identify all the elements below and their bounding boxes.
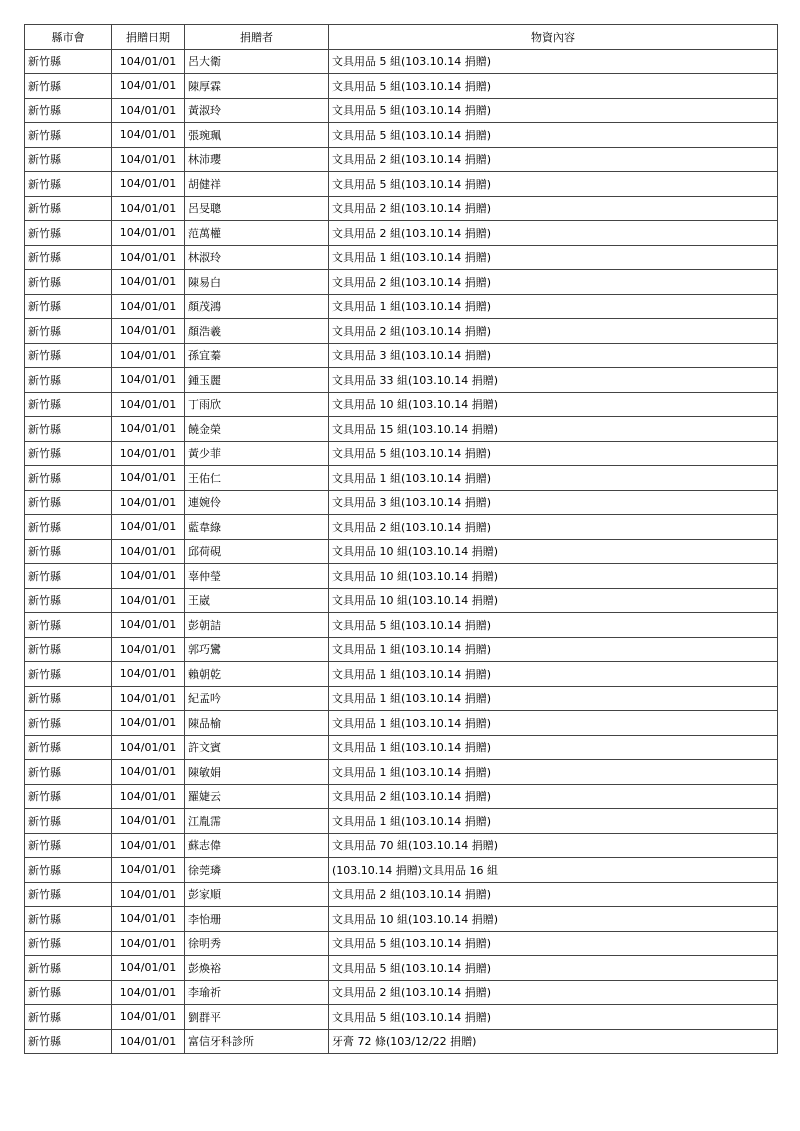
cell-county: 新竹縣 bbox=[25, 123, 112, 148]
table-row bbox=[25, 931, 778, 956]
cell-date: 104/01/01 bbox=[112, 196, 185, 221]
cell-donor: 蘇志偉 bbox=[185, 833, 329, 858]
cell-items: 文具用品 3 組(103.10.14 捐贈) bbox=[329, 343, 778, 368]
cell-county: 新竹縣 bbox=[25, 245, 112, 270]
cell-county: 新竹縣 bbox=[25, 490, 112, 515]
cell-date: 104/01/01 bbox=[112, 123, 185, 148]
cell-donor: 陳敏娟 bbox=[185, 760, 329, 785]
cell-items: 文具用品 5 組(103.10.14 捐贈) bbox=[329, 1005, 778, 1030]
cell-county: 新竹縣 bbox=[25, 931, 112, 956]
cell-county: 新竹縣 bbox=[25, 588, 112, 613]
table-row bbox=[25, 1005, 778, 1030]
cell-items: 文具用品 1 組(103.10.14 捐贈) bbox=[329, 686, 778, 711]
cell-items: 文具用品 5 組(103.10.14 捐贈) bbox=[329, 613, 778, 638]
cell-date: 104/01/01 bbox=[112, 539, 185, 564]
cell-donor: 林淑玲 bbox=[185, 245, 329, 270]
table-row bbox=[25, 784, 778, 809]
cell-donor: 李瑜祈 bbox=[185, 980, 329, 1005]
table-row bbox=[25, 760, 778, 785]
cell-donor: 許文賓 bbox=[185, 735, 329, 760]
cell-county: 新竹縣 bbox=[25, 98, 112, 123]
cell-items: 文具用品 10 組(103.10.14 捐贈) bbox=[329, 588, 778, 613]
cell-donor: 范萬權 bbox=[185, 221, 329, 246]
cell-items: 文具用品 1 組(103.10.14 捐贈) bbox=[329, 637, 778, 662]
cell-date: 104/01/01 bbox=[112, 637, 185, 662]
table-row bbox=[25, 147, 778, 172]
cell-donor: 辜仲瑩 bbox=[185, 564, 329, 589]
cell-donor: 藍韋綠 bbox=[185, 515, 329, 540]
cell-items: 文具用品 1 組(103.10.14 捐贈) bbox=[329, 662, 778, 687]
cell-date: 104/01/01 bbox=[112, 319, 185, 344]
cell-donor: 王佑仁 bbox=[185, 466, 329, 491]
cell-donor: 江胤霈 bbox=[185, 809, 329, 834]
cell-county: 新竹縣 bbox=[25, 833, 112, 858]
cell-items: 文具用品 70 組(103.10.14 捐贈) bbox=[329, 833, 778, 858]
table-row bbox=[25, 564, 778, 589]
cell-date: 104/01/01 bbox=[112, 245, 185, 270]
cell-items: 文具用品 2 組(103.10.14 捐贈) bbox=[329, 147, 778, 172]
header-row bbox=[25, 25, 778, 50]
cell-date: 104/01/01 bbox=[112, 221, 185, 246]
cell-county: 新竹縣 bbox=[25, 221, 112, 246]
header-items: 物資內容 bbox=[329, 25, 778, 50]
cell-donor: 邱荷硯 bbox=[185, 539, 329, 564]
cell-donor: 彭煥裕 bbox=[185, 956, 329, 981]
table-row bbox=[25, 319, 778, 344]
cell-items: 文具用品 5 組(103.10.14 捐贈) bbox=[329, 74, 778, 99]
header-donor: 捐贈者 bbox=[185, 25, 329, 50]
table-row bbox=[25, 882, 778, 907]
cell-donor: 劉群平 bbox=[185, 1005, 329, 1030]
cell-date: 104/01/01 bbox=[112, 809, 185, 834]
cell-county: 新竹縣 bbox=[25, 392, 112, 417]
table-row bbox=[25, 221, 778, 246]
table-row bbox=[25, 588, 778, 613]
cell-county: 新竹縣 bbox=[25, 613, 112, 638]
cell-date: 104/01/01 bbox=[112, 564, 185, 589]
table-row bbox=[25, 245, 778, 270]
table-row bbox=[25, 368, 778, 393]
cell-items: 文具用品 10 組(103.10.14 捐贈) bbox=[329, 907, 778, 932]
cell-county: 新竹縣 bbox=[25, 809, 112, 834]
table-row bbox=[25, 74, 778, 99]
cell-items: 文具用品 1 組(103.10.14 捐贈) bbox=[329, 735, 778, 760]
table-row bbox=[25, 172, 778, 197]
cell-items: 文具用品 10 組(103.10.14 捐贈) bbox=[329, 539, 778, 564]
cell-items: 文具用品 1 組(103.10.14 捐贈) bbox=[329, 711, 778, 736]
cell-donor: 彭朝詰 bbox=[185, 613, 329, 638]
table-row bbox=[25, 343, 778, 368]
table-row bbox=[25, 833, 778, 858]
cell-date: 104/01/01 bbox=[112, 98, 185, 123]
table-row bbox=[25, 735, 778, 760]
cell-items: 文具用品 2 組(103.10.14 捐贈) bbox=[329, 319, 778, 344]
cell-date: 104/01/01 bbox=[112, 466, 185, 491]
cell-county: 新竹縣 bbox=[25, 956, 112, 981]
table-row bbox=[25, 1029, 778, 1054]
cell-date: 104/01/01 bbox=[112, 74, 185, 99]
cell-date: 104/01/01 bbox=[112, 858, 185, 883]
cell-donor: 王崴 bbox=[185, 588, 329, 613]
cell-county: 新竹縣 bbox=[25, 172, 112, 197]
table-row bbox=[25, 417, 778, 442]
cell-county: 新竹縣 bbox=[25, 980, 112, 1005]
table-row bbox=[25, 515, 778, 540]
cell-county: 新竹縣 bbox=[25, 417, 112, 442]
cell-donor: 羅婕云 bbox=[185, 784, 329, 809]
table-row bbox=[25, 441, 778, 466]
table-row bbox=[25, 49, 778, 74]
cell-donor: 徐明秀 bbox=[185, 931, 329, 956]
cell-items: 文具用品 5 組(103.10.14 捐贈) bbox=[329, 49, 778, 74]
cell-donor: 丁雨欣 bbox=[185, 392, 329, 417]
cell-date: 104/01/01 bbox=[112, 172, 185, 197]
cell-date: 104/01/01 bbox=[112, 343, 185, 368]
cell-donor: 孫宜蓁 bbox=[185, 343, 329, 368]
cell-county: 新竹縣 bbox=[25, 784, 112, 809]
cell-county: 新竹縣 bbox=[25, 515, 112, 540]
cell-date: 104/01/01 bbox=[112, 833, 185, 858]
cell-items: 文具用品 1 組(103.10.14 捐贈) bbox=[329, 809, 778, 834]
cell-items: 文具用品 2 組(103.10.14 捐贈) bbox=[329, 980, 778, 1005]
cell-items: 文具用品 2 組(103.10.14 捐贈) bbox=[329, 515, 778, 540]
cell-date: 104/01/01 bbox=[112, 368, 185, 393]
cell-items: 文具用品 2 組(103.10.14 捐贈) bbox=[329, 196, 778, 221]
cell-items: 文具用品 1 組(103.10.14 捐贈) bbox=[329, 294, 778, 319]
cell-county: 新竹縣 bbox=[25, 882, 112, 907]
cell-items: (103.10.14 捐贈)文具用品 16 組 bbox=[329, 858, 778, 883]
cell-county: 新竹縣 bbox=[25, 760, 112, 785]
table-body bbox=[25, 49, 778, 1054]
cell-date: 104/01/01 bbox=[112, 784, 185, 809]
header-date: 捐贈日期 bbox=[112, 25, 185, 50]
cell-date: 104/01/01 bbox=[112, 515, 185, 540]
table-row bbox=[25, 956, 778, 981]
cell-items: 文具用品 15 組(103.10.14 捐贈) bbox=[329, 417, 778, 442]
table-row bbox=[25, 980, 778, 1005]
cell-date: 104/01/01 bbox=[112, 49, 185, 74]
cell-date: 104/01/01 bbox=[112, 490, 185, 515]
cell-county: 新竹縣 bbox=[25, 907, 112, 932]
cell-donor: 徐莞璘 bbox=[185, 858, 329, 883]
cell-date: 104/01/01 bbox=[112, 760, 185, 785]
table-row bbox=[25, 613, 778, 638]
cell-items: 文具用品 1 組(103.10.14 捐贈) bbox=[329, 466, 778, 491]
cell-donor: 彭家順 bbox=[185, 882, 329, 907]
cell-items: 文具用品 5 組(103.10.14 捐贈) bbox=[329, 931, 778, 956]
cell-items: 文具用品 2 組(103.10.14 捐贈) bbox=[329, 270, 778, 295]
cell-donor: 紀孟吟 bbox=[185, 686, 329, 711]
cell-donor: 賴朝乾 bbox=[185, 662, 329, 687]
cell-donor: 連婉伶 bbox=[185, 490, 329, 515]
table-row bbox=[25, 809, 778, 834]
cell-donor: 陳厚霖 bbox=[185, 74, 329, 99]
cell-donor: 胡健祥 bbox=[185, 172, 329, 197]
cell-items: 文具用品 1 組(103.10.14 捐贈) bbox=[329, 760, 778, 785]
cell-county: 新竹縣 bbox=[25, 196, 112, 221]
cell-donor: 顏浩羲 bbox=[185, 319, 329, 344]
cell-county: 新竹縣 bbox=[25, 1029, 112, 1054]
cell-county: 新竹縣 bbox=[25, 1005, 112, 1030]
table-row bbox=[25, 270, 778, 295]
cell-items: 文具用品 2 組(103.10.14 捐贈) bbox=[329, 221, 778, 246]
cell-date: 104/01/01 bbox=[112, 613, 185, 638]
cell-date: 104/01/01 bbox=[112, 270, 185, 295]
cell-county: 新竹縣 bbox=[25, 858, 112, 883]
cell-donor: 林沛瓔 bbox=[185, 147, 329, 172]
cell-items: 文具用品 10 組(103.10.14 捐贈) bbox=[329, 392, 778, 417]
cell-donor: 陳品榆 bbox=[185, 711, 329, 736]
cell-date: 104/01/01 bbox=[112, 711, 185, 736]
cell-date: 104/01/01 bbox=[112, 662, 185, 687]
cell-donor: 黃淑玲 bbox=[185, 98, 329, 123]
cell-donor: 張琬珮 bbox=[185, 123, 329, 148]
cell-items: 文具用品 2 組(103.10.14 捐贈) bbox=[329, 784, 778, 809]
cell-items: 文具用品 10 組(103.10.14 捐贈) bbox=[329, 564, 778, 589]
header-county: 縣市會 bbox=[25, 25, 112, 50]
cell-donor: 黃少菲 bbox=[185, 441, 329, 466]
cell-items: 文具用品 5 組(103.10.14 捐贈) bbox=[329, 441, 778, 466]
cell-county: 新竹縣 bbox=[25, 49, 112, 74]
table-row bbox=[25, 637, 778, 662]
cell-donor: 郭巧鸞 bbox=[185, 637, 329, 662]
cell-date: 104/01/01 bbox=[112, 980, 185, 1005]
cell-donor: 富信牙科診所 bbox=[185, 1029, 329, 1054]
table-row bbox=[25, 711, 778, 736]
cell-county: 新竹縣 bbox=[25, 441, 112, 466]
table-row bbox=[25, 686, 778, 711]
cell-county: 新竹縣 bbox=[25, 564, 112, 589]
table-row bbox=[25, 123, 778, 148]
cell-county: 新竹縣 bbox=[25, 637, 112, 662]
cell-county: 新竹縣 bbox=[25, 74, 112, 99]
cell-date: 104/01/01 bbox=[112, 1029, 185, 1054]
table-row bbox=[25, 466, 778, 491]
cell-county: 新竹縣 bbox=[25, 735, 112, 760]
cell-county: 新竹縣 bbox=[25, 466, 112, 491]
cell-items: 文具用品 5 組(103.10.14 捐贈) bbox=[329, 956, 778, 981]
cell-county: 新竹縣 bbox=[25, 711, 112, 736]
cell-date: 104/01/01 bbox=[112, 882, 185, 907]
cell-items: 文具用品 5 組(103.10.14 捐贈) bbox=[329, 172, 778, 197]
cell-items: 文具用品 2 組(103.10.14 捐贈) bbox=[329, 882, 778, 907]
cell-county: 新竹縣 bbox=[25, 662, 112, 687]
cell-date: 104/01/01 bbox=[112, 441, 185, 466]
cell-date: 104/01/01 bbox=[112, 686, 185, 711]
cell-items: 文具用品 5 組(103.10.14 捐贈) bbox=[329, 123, 778, 148]
cell-donor: 鍾玉麗 bbox=[185, 368, 329, 393]
cell-donor: 陳易白 bbox=[185, 270, 329, 295]
table-row bbox=[25, 858, 778, 883]
donation-table bbox=[24, 24, 778, 1054]
cell-county: 新竹縣 bbox=[25, 147, 112, 172]
cell-date: 104/01/01 bbox=[112, 392, 185, 417]
table-row bbox=[25, 907, 778, 932]
cell-date: 104/01/01 bbox=[112, 588, 185, 613]
cell-county: 新竹縣 bbox=[25, 539, 112, 564]
cell-date: 104/01/01 bbox=[112, 294, 185, 319]
cell-donor: 李怡珊 bbox=[185, 907, 329, 932]
cell-donor: 呂大衛 bbox=[185, 49, 329, 74]
table-header bbox=[25, 25, 778, 50]
cell-county: 新竹縣 bbox=[25, 686, 112, 711]
cell-date: 104/01/01 bbox=[112, 735, 185, 760]
table-row bbox=[25, 196, 778, 221]
cell-items: 牙膏 72 條(103/12/22 捐贈) bbox=[329, 1029, 778, 1054]
cell-items: 文具用品 3 組(103.10.14 捐贈) bbox=[329, 490, 778, 515]
cell-items: 文具用品 1 組(103.10.14 捐贈) bbox=[329, 245, 778, 270]
cell-date: 104/01/01 bbox=[112, 931, 185, 956]
cell-date: 104/01/01 bbox=[112, 1005, 185, 1030]
cell-date: 104/01/01 bbox=[112, 907, 185, 932]
cell-date: 104/01/01 bbox=[112, 956, 185, 981]
cell-county: 新竹縣 bbox=[25, 294, 112, 319]
cell-county: 新竹縣 bbox=[25, 270, 112, 295]
cell-date: 104/01/01 bbox=[112, 417, 185, 442]
table-row bbox=[25, 392, 778, 417]
cell-county: 新竹縣 bbox=[25, 368, 112, 393]
cell-county: 新竹縣 bbox=[25, 343, 112, 368]
table-row bbox=[25, 490, 778, 515]
cell-items: 文具用品 33 組(103.10.14 捐贈) bbox=[329, 368, 778, 393]
table-row bbox=[25, 539, 778, 564]
table-row bbox=[25, 662, 778, 687]
cell-donor: 呂旻聰 bbox=[185, 196, 329, 221]
cell-county: 新竹縣 bbox=[25, 319, 112, 344]
cell-donor: 饒金榮 bbox=[185, 417, 329, 442]
cell-date: 104/01/01 bbox=[112, 147, 185, 172]
cell-items: 文具用品 5 組(103.10.14 捐贈) bbox=[329, 98, 778, 123]
cell-donor: 顏茂鴻 bbox=[185, 294, 329, 319]
table-row bbox=[25, 294, 778, 319]
table-row bbox=[25, 98, 778, 123]
